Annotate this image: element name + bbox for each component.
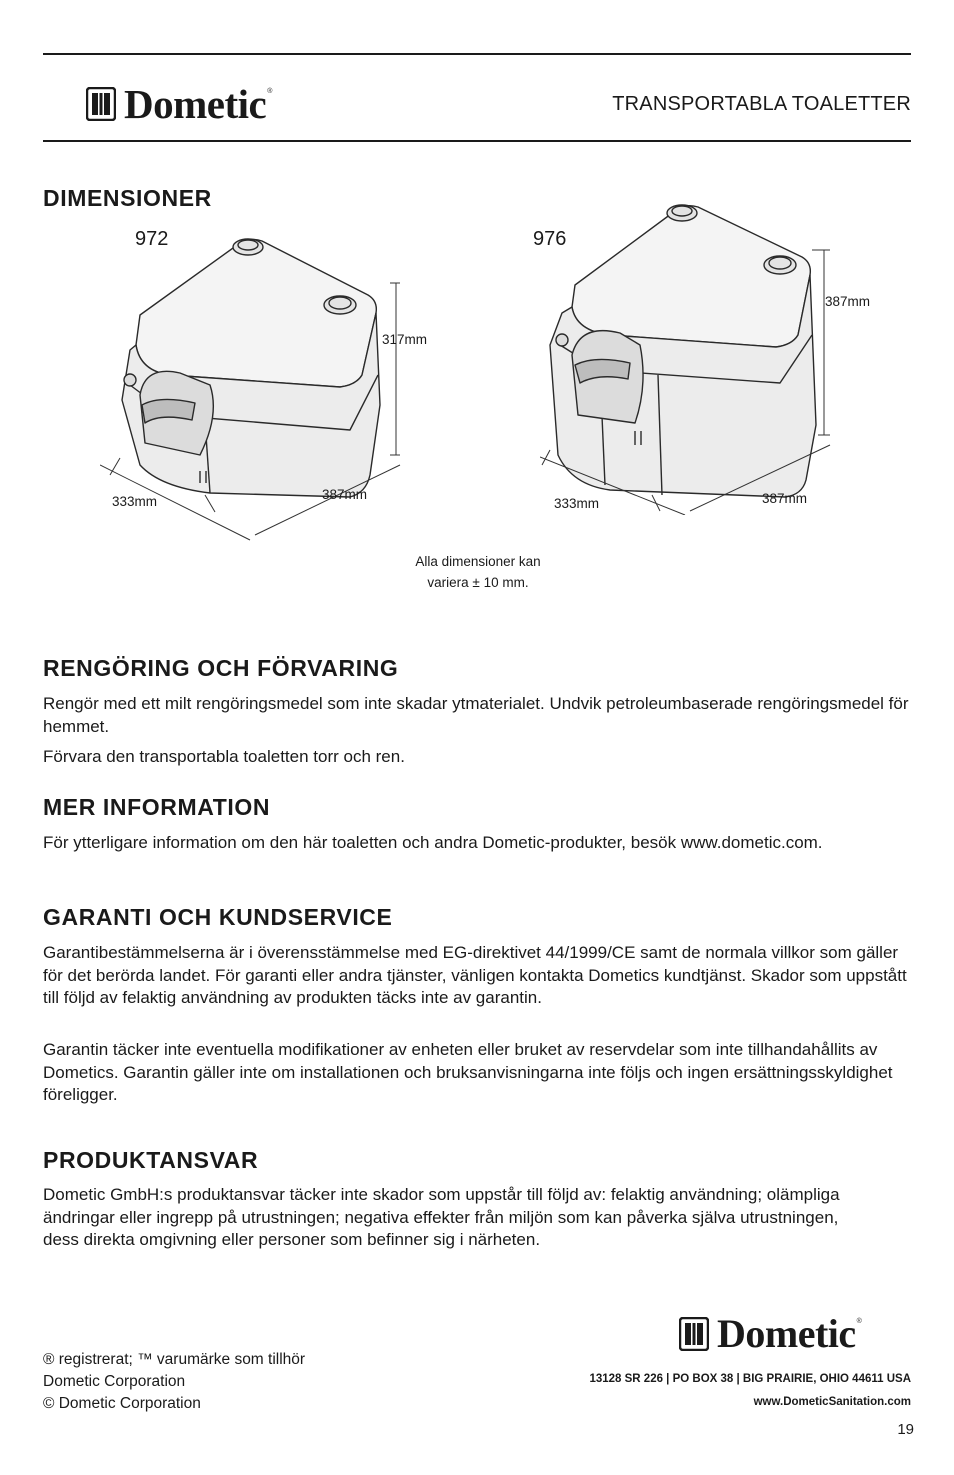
model-972-depth: 333mm	[112, 494, 158, 509]
registered-mark: ®	[856, 1318, 862, 1325]
page-number: 19	[897, 1421, 914, 1438]
header-logo	[86, 80, 272, 128]
warranty-paragraph-1: Garantibestämmelserna är i överensstämmelse med EG-direktivet 44/1999/CE samt de normala villkor som gäller för det berörda landet. För garanti eller andra tjänster, vänligen kontakta Dometics kundtjänst. Skador som uppstått till följd av felaktig användning av produkten täcks inte av garantin.	[43, 943, 907, 1007]
cleaning-heading: RENGÖRING OCH FÖRVARING	[43, 655, 399, 681]
model-972-label: 972	[135, 228, 169, 250]
legal-notice	[43, 1349, 305, 1415]
dometic-logo-icon	[86, 87, 116, 121]
warranty-heading: GARANTI OCH KUNDSERVICE	[43, 904, 393, 930]
dimension-note-line-2: variera ± 10 mm.	[427, 575, 529, 590]
legal-line-3: © Dometic Corporation	[43, 1395, 201, 1412]
header-bottom-rule	[43, 140, 911, 142]
warranty-paragraph-2: Garantin täcker inte eventuella modifikationer av enheten eller bruket av reservdelar som inte tillhandahållits av Dometics. Garantin gäller inte om installationen och bruksanvisningarna inte följs och ingen ersättningsskyldighet föreligger.	[43, 1040, 893, 1104]
footer-brand: Dometic	[717, 1311, 856, 1356]
info-paragraph: För ytterligare information om den här toaletten och andra Dometic-produkter, besök www.dometic.com.	[43, 833, 823, 852]
dimension-note-line-1: Alla dimensioner kan	[415, 554, 541, 569]
registered-mark: ®	[267, 88, 273, 95]
header-brand: Dometic	[124, 81, 267, 127]
cleaning-paragraph-2: Förvara den transportabla toaletten torr och ren.	[43, 747, 405, 766]
legal-line-1: ® registrerat; ™ varumärke som tillhör	[43, 1351, 306, 1368]
model-976-width: 387mm	[762, 491, 808, 506]
model-972-width: 387mm	[322, 487, 368, 502]
info-heading: MER INFORMATION	[43, 794, 271, 820]
liability-paragraph: Dometic GmbH:s produktansvar täcker inte skador som uppstår till följd av: felaktig användning; olämpliga ändringar eller ingrepp på utrustningen; negativa effekter från miljön som kan påverka själva utrustningen, dess direkta omgivning eller personer som befinner sig i närheten.	[43, 1185, 840, 1249]
footer-website: www.DometicSanitation.com	[753, 1396, 911, 1408]
header-title: TRANSPORTABLA TOALETTER	[612, 93, 911, 115]
model-976-height: 387mm	[825, 294, 871, 309]
model-976-depth: 333mm	[554, 496, 600, 511]
footer-logo	[679, 1310, 862, 1357]
liability-heading: PRODUKTANSVAR	[43, 1147, 259, 1173]
top-rule	[43, 53, 911, 55]
toilet-976-drawing	[540, 195, 900, 515]
footer-address: 13128 SR 226 | PO BOX 38 | BIG PRAIRIE, OHIO 44611 USA	[589, 1373, 911, 1385]
legal-line-2: Dometic Corporation	[43, 1373, 186, 1390]
model-972-height: 317mm	[382, 332, 428, 347]
dometic-logo-icon	[679, 1317, 709, 1351]
dimension-note	[380, 551, 576, 593]
dimensions-heading: DIMENSIONER	[43, 185, 212, 211]
cleaning-paragraph-1: Rengör med ett milt rengöringsmedel som inte skadar ytmaterialet. Undvik petroleumbaserade rengöringsmedel för hemmet.	[43, 694, 909, 736]
model-976-label: 976	[533, 228, 567, 250]
